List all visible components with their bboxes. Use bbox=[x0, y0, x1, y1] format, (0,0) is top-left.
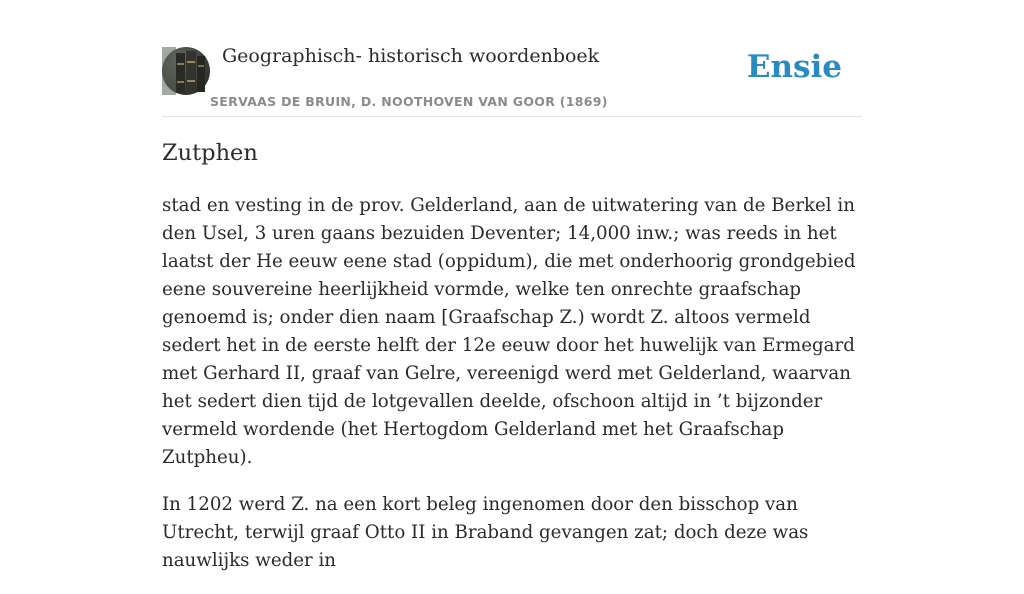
entry-body bbox=[162, 192, 862, 594]
book-author: SERVAAS DE BRUIN, D. NOOTHOVEN VAN GOOR (1869) bbox=[210, 94, 608, 109]
entry-paragraph: In 1202 werd Z. na een kort beleg ingenomen door den bisschop van Utrecht, terwijl graaf Otto II in Braband gevangen zat; doch deze was nauwlijks weder in bbox=[162, 494, 809, 571]
entry-title: Zutphen bbox=[162, 140, 258, 166]
book-cover-icon[interactable] bbox=[162, 47, 210, 95]
ensie-logo-link[interactable]: Ensie bbox=[746, 49, 842, 85]
book-title[interactable]: Geographisch- historisch woordenboek bbox=[222, 45, 600, 67]
book-header bbox=[162, 0, 862, 117]
content-column bbox=[162, 0, 862, 571]
entry-paragraph: stad en vesting in de prov. Gelderland, aan de uitwatering van de Berkel in den Usel, 3 uren gaans bezuiden Deventer; 14,000 inw.; was reeds in het laatst der He eeuw eene stad (oppidum), die met onderhoorig grondgebied eene souvereine heerlijkheid vormde, welke ten onrechte graafschap genoemd is; onder dien naam [Graafschap Z.) wordt Z. altoos vermeld sedert het in de eerste helft der 12e eeuw door het huwelijk van Ermegard met Gerhard II, graaf van Gelre, vereenigd werd met Gelderland, waarvan het sedert dien tijd de lotgevallen deelde, ofschoon altijd in ’t bijzonder vermeld wordende (het Hertogdom Gelderland met het Graafschap Zutpheu). bbox=[162, 195, 856, 468]
